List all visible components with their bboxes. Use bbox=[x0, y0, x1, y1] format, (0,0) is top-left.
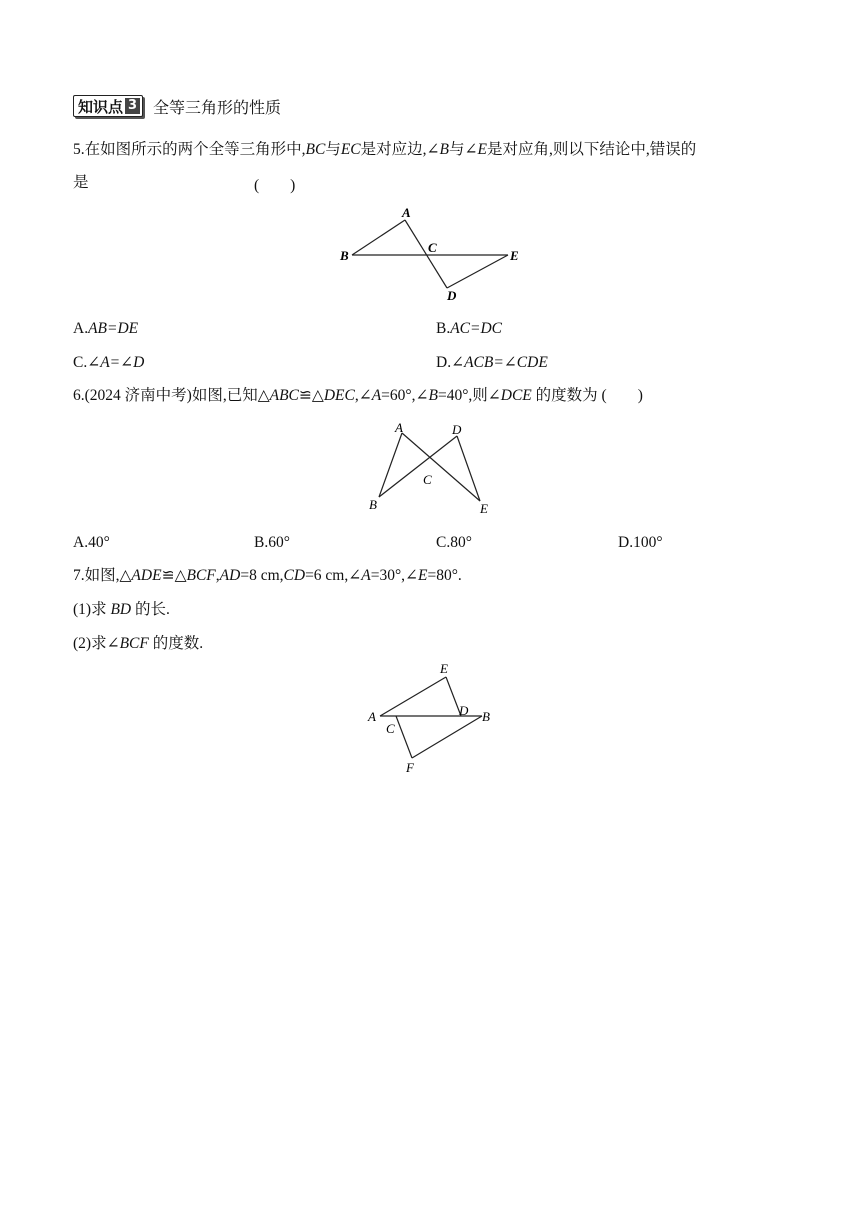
q6-var: △ABC bbox=[257, 387, 299, 404]
q6-text: =60°,∠ bbox=[381, 387, 429, 404]
q5-stem-line1 bbox=[73, 140, 696, 160]
q6-var: △DEC bbox=[311, 387, 355, 404]
q7-text: 如图, bbox=[84, 567, 120, 584]
q5-option-d bbox=[436, 353, 548, 373]
q5-option-b bbox=[436, 319, 502, 339]
q5-figure bbox=[330, 200, 530, 305]
section-title: 全等三角形的性质 bbox=[153, 97, 282, 117]
option-prefix: A. bbox=[73, 320, 89, 337]
q7-var: △BCF bbox=[174, 567, 216, 584]
q7-label-b: B bbox=[482, 709, 490, 724]
q6-option-a: A.40° bbox=[73, 534, 110, 551]
q6-label-b: B bbox=[369, 497, 377, 512]
q7-figure bbox=[360, 655, 500, 780]
q5-var: EC bbox=[340, 141, 361, 158]
q5-text: 是对应边,∠ bbox=[360, 141, 440, 158]
q7-label-e: E bbox=[440, 661, 448, 676]
q7-text: =80°. bbox=[427, 567, 462, 584]
q7-subquestion-1 bbox=[73, 600, 170, 620]
q7-text: (1)求 bbox=[73, 601, 111, 618]
q6-stem bbox=[73, 386, 643, 406]
q7-var: BD bbox=[110, 601, 132, 618]
q7-text: , bbox=[215, 567, 220, 584]
q5-answer-blank: ( ) bbox=[254, 177, 296, 194]
q7-var: BCF bbox=[119, 635, 149, 652]
q7-var: A bbox=[361, 567, 371, 584]
q5-number: 5. bbox=[73, 141, 85, 158]
q7-var: CD bbox=[283, 567, 306, 584]
q7-subquestion-2 bbox=[73, 634, 203, 654]
q7-label-a: A bbox=[368, 709, 376, 724]
q6-text: =40°,则∠ bbox=[437, 387, 501, 404]
option-prefix: C. bbox=[73, 354, 88, 371]
q7-stem bbox=[73, 566, 462, 586]
option-text: AB=DE bbox=[88, 320, 139, 337]
q7-text: 的长. bbox=[131, 601, 170, 618]
q6-label-e: E bbox=[480, 501, 488, 516]
option-text: ∠ACB=∠CDE bbox=[451, 354, 548, 371]
q7-text: =8 cm, bbox=[240, 567, 284, 584]
q5-var: B bbox=[439, 141, 449, 158]
q7-label-f: F bbox=[406, 760, 414, 775]
q5-option-c bbox=[73, 353, 144, 373]
section-label: 知识点 bbox=[78, 97, 124, 116]
section-heading bbox=[73, 94, 281, 118]
q7-text: (2)求∠ bbox=[73, 635, 120, 652]
q6-figure bbox=[360, 418, 500, 520]
q7-text: 的度数. bbox=[148, 635, 204, 652]
q7-var: AD bbox=[219, 567, 241, 584]
q7-var: △ADE bbox=[119, 567, 162, 584]
q5-text: 与 bbox=[325, 141, 341, 158]
q7-number: 7. bbox=[73, 567, 85, 584]
q5-stem-line2: 是 bbox=[73, 174, 89, 191]
q5-text: 与∠ bbox=[449, 141, 478, 158]
q5-label-d: D bbox=[447, 288, 457, 303]
q6-answer-blank: ( ) bbox=[601, 387, 643, 404]
q5-label-a: A bbox=[402, 205, 411, 220]
option-text: ∠A=∠D bbox=[87, 354, 145, 371]
q7-text: =6 cm,∠ bbox=[305, 567, 362, 584]
q7-text: =30°,∠ bbox=[370, 567, 419, 584]
section-number: 3 bbox=[125, 98, 140, 114]
q6-option-d: D.100° bbox=[618, 534, 663, 551]
q6-var: A bbox=[371, 387, 382, 404]
q5-text: 是对应角,则以下结论中,错误的 bbox=[486, 141, 697, 158]
q7-label-d: D bbox=[459, 703, 469, 718]
q7-label-c: C bbox=[386, 721, 395, 736]
q5-label-e: E bbox=[510, 248, 519, 263]
section-badge bbox=[73, 95, 143, 117]
q5-option-a bbox=[73, 319, 138, 339]
q5-label-b: B bbox=[340, 248, 349, 263]
q5-label-c: C bbox=[428, 240, 437, 255]
q6-var: DCE bbox=[500, 387, 532, 404]
q6-var: B bbox=[428, 387, 438, 404]
q5-var: BC bbox=[305, 141, 326, 158]
q6-text: 的度数为 bbox=[531, 387, 602, 404]
option-prefix: D. bbox=[436, 354, 452, 371]
q6-label-c: C bbox=[423, 472, 432, 487]
q6-label-a: A bbox=[395, 420, 403, 435]
q7-var: E bbox=[418, 567, 428, 584]
q6-option-c: C.80° bbox=[436, 534, 472, 551]
q6-text: ≌ bbox=[298, 387, 312, 404]
q6-text: ,∠ bbox=[354, 387, 372, 404]
q5-text: 在如图所示的两个全等三角形中, bbox=[84, 141, 306, 158]
q6-option-b: B.60° bbox=[254, 534, 290, 551]
q6-label-d: D bbox=[452, 422, 462, 437]
option-text: AC=DC bbox=[450, 320, 503, 337]
q6-text: (2024 济南中考)如图,已知 bbox=[84, 387, 258, 404]
q7-text: ≌ bbox=[161, 567, 175, 584]
option-prefix: B. bbox=[436, 320, 451, 337]
q6-number: 6. bbox=[73, 387, 85, 404]
q5-var: E bbox=[477, 141, 487, 158]
